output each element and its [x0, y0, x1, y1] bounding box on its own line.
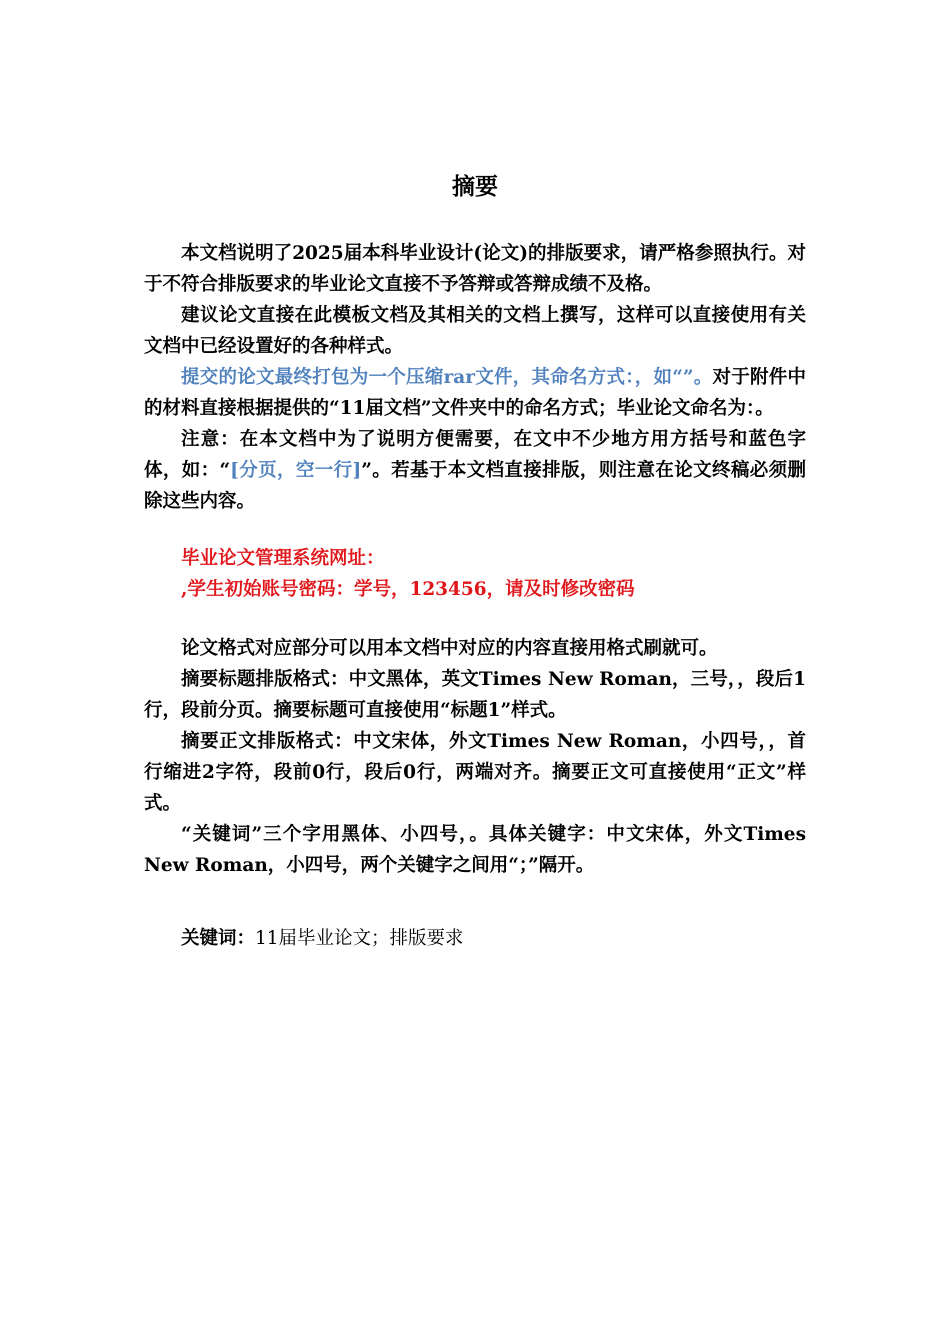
paragraph-format-brush: 论文格式对应部分可以用本文档中对应的内容直接用格式刷就可。	[181, 638, 718, 659]
spacer	[144, 881, 806, 923]
keywords-label: 关键词：	[181, 928, 256, 949]
paragraph-title-format: 摘要标题排版格式：中文黑体，英文Times New Roman，三号，，段后1行，段前分页。摘要标题可直接使用“标题1”样式。	[144, 669, 806, 721]
spacer	[144, 517, 806, 543]
paragraph-submission	[144, 362, 806, 424]
notice-text-end: ”。若基于本文档直接排版，则注意在论文终稿必须删除这些内容。	[144, 460, 806, 512]
notice-text-start: 注意：在本文档中为了说明方便需要，在文中不少地方用方括号和蓝色字体，如：“	[144, 429, 806, 481]
abstract-body	[144, 238, 806, 954]
paragraph-template-advice: 建议论文直接在此模板文档及其相关的文档上撰写，这样可以直接使用有关文档中已经设置好的各种样式。	[144, 305, 806, 357]
account-password-line: ,学生初始账号密码：学号，123456，请及时修改密码	[181, 579, 635, 600]
submission-naming-note: 提交的论文最终打包为一个压缩rar文件，其命名方式：，如“”。	[181, 367, 713, 388]
spacer	[144, 605, 806, 633]
paragraph-notice	[144, 424, 806, 517]
abstract-title: 摘要	[452, 174, 498, 200]
paragraph-keyword-format: “关键词”三个字用黑体、小四号，。具体关键字：中文宋体，外文Times New Roman，小四号，两个关键字之间用“；”隔开。	[144, 824, 806, 876]
submission-attachment-note: 对于附件中的材料直接根据提供的“11届文档”文件夹中的命名方式；毕业论文命名为：。	[144, 367, 806, 419]
system-url-line: 毕业论文管理系统网址：	[181, 548, 385, 569]
keywords-line	[144, 923, 806, 954]
notice-example-bracket: [分页，空一行]	[230, 460, 362, 481]
keywords-value: 11届毕业论文；排版要求	[255, 928, 464, 949]
paragraph-requirements: 本文档说明了2025届本科毕业设计(论文)的排版要求，请严格参照执行。对于不符合排版要求的毕业论文直接不予答辩或答辩成绩不及格。	[144, 243, 806, 295]
paragraph-body-format: 摘要正文排版格式：中文宋体，外文Times New Roman，小四号，，首行缩进2字符，段前0行，段后0行，两端对齐。摘要正文可直接使用“正文”样式。	[144, 731, 806, 814]
